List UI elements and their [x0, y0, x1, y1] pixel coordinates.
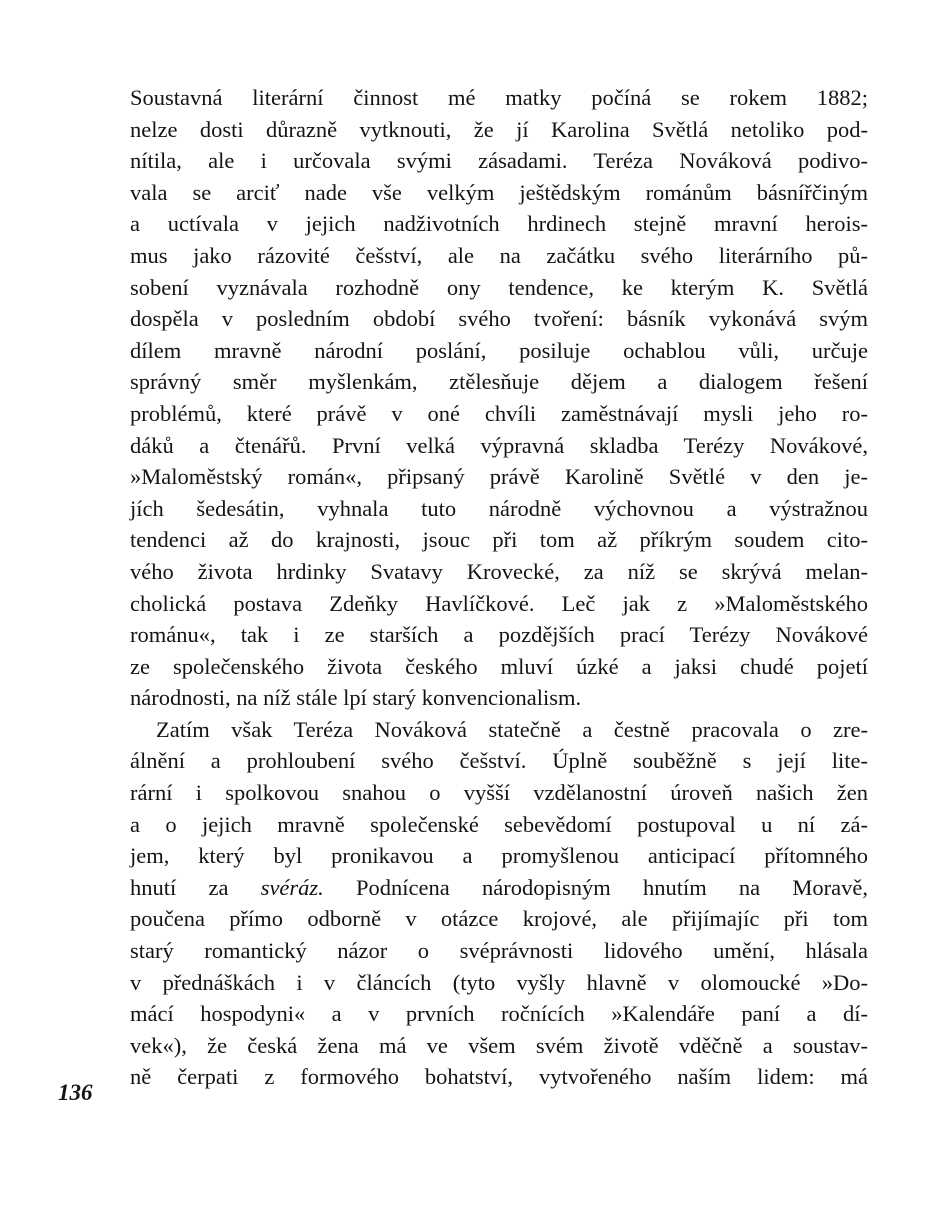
- page-number: 136: [58, 1080, 93, 1105]
- text-fragment: Podnícena národopisným hnutím na Moravě,: [323, 874, 868, 900]
- text-line: problémů, které právě v oné chvíli zaměstnávají mysli jeho ro-: [130, 400, 868, 426]
- text-line: a o jejich mravně společenské sebevědomí postupoval u ní zá-: [130, 811, 868, 837]
- text-line: vala se arciť nade vše velkým ještědským románům básnířčiným: [130, 179, 868, 205]
- text-line: národnosti, na níž stále lpí starý konvencionalism.: [130, 685, 582, 711]
- text-fragment: hnutí za: [130, 874, 261, 900]
- text-line: románu«, tak i ze starších a pozdějších prací Terézy Novákové: [130, 622, 868, 648]
- text-line: ze společenského života českého mluví úzké a jaksi chudé pojetí: [130, 653, 868, 679]
- text-line: dáků a čtenářů. První velká výpravná skladba Terézy Novákové,: [130, 432, 868, 458]
- text-line: v přednáškách i v článcích (tyto vyšly hlavně v olomoucké »Do-: [130, 969, 868, 995]
- text-line: mus jako rázovité češství, ale na začátku svého literárního pů-: [130, 242, 868, 268]
- text-line: starý romantický názor o svéprávnosti lidového umění, hlásala: [130, 938, 868, 964]
- text-line: »Maloměstský román«, připsaný právě Karolině Světlé v den je-: [130, 464, 868, 490]
- text-line: jem, který byl pronikavou a promyšlenou anticipací přítomného: [130, 843, 868, 869]
- text-line: jích šedesátin, vyhnala tuto národně výchovnou a výstražnou: [130, 495, 868, 521]
- text-line: ně čerpati z formového bohatství, vytvořeného naším lidem: má: [130, 1064, 868, 1090]
- text-line: álnění a prohloubení svého češství. Úplně souběžně s její lite-: [130, 748, 868, 774]
- text-line: Zatím však Teréza Nováková statečně a čestně pracovala o zre-: [156, 716, 868, 742]
- text-line: vého života hrdinky Svatavy Krovecké, za níž se skrývá melan-: [130, 558, 868, 584]
- text-line: nítila, ale i určovala svými zásadami. Teréza Nováková podivo-: [130, 148, 868, 174]
- text-line: a uctívala v jejich nadživotních hrdinech stejně mravní herois-: [130, 211, 868, 237]
- text-line: rární i spolkovou snahou o vyšší vzdělanostní úroveň našich žen: [130, 780, 868, 806]
- body-text: [130, 82, 868, 1093]
- text-line: mácí hospodyni« a v prvních ročnících »Kalendáře paní a dí-: [130, 1001, 868, 1027]
- text-line: dílem mravně národní poslání, posiluje ochablou vůli, určuje: [130, 337, 868, 363]
- text-line-mixed: [130, 872, 868, 904]
- italic-term: svéráz.: [260, 874, 324, 900]
- text-line: sobení vyznávala rozhodně ony tendence, ke kterým K. Světlá: [130, 274, 868, 300]
- paragraph-2: [130, 714, 868, 1093]
- text-line: cholická postava Zdeňky Havlíčkové. Leč jak z »Maloměstského: [130, 590, 868, 616]
- text-line: dospěla v posledním období svého tvoření: básník vykonává svým: [130, 306, 868, 332]
- text-line: správný směr myšlenkám, ztělesňuje dějem a dialogem řešení: [130, 369, 868, 395]
- text-line: vek«), že česká žena má ve všem svém životě vděčně a soustav-: [130, 1032, 868, 1058]
- text-line: tendenci až do krajnosti, jsouc při tom až příkrým soudem cito-: [130, 527, 868, 553]
- text-line: poučena přímo odborně v otázce krojové, ale přijímajíc při tom: [130, 906, 868, 932]
- text-line: nelze dosti důrazně vytknouti, že jí Karolina Světlá netoliko pod-: [130, 116, 868, 142]
- paragraph-1: [130, 82, 868, 714]
- text-line: Soustavná literární činnost mé matky počíná se rokem 1882;: [130, 85, 868, 110]
